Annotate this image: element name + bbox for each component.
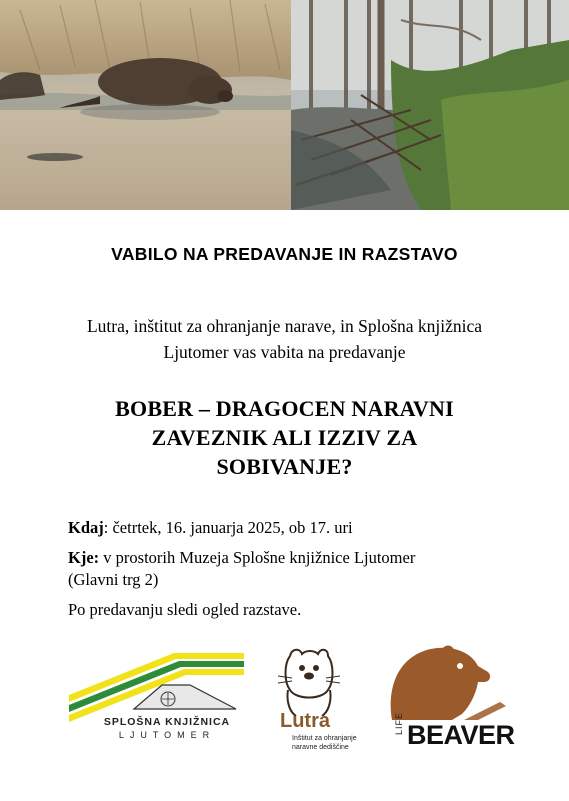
library-town: LJUTOMER <box>118 730 216 740</box>
invitation-heading: VABILO NA PREDAVANJE IN RAZSTAVO <box>111 244 458 264</box>
title-line-2: ZAVEZNIK ALI IZZIV ZA <box>151 425 418 450</box>
beaver-photo-image <box>0 0 291 210</box>
when-row <box>68 517 528 539</box>
otter-icon <box>262 646 352 716</box>
where-row <box>68 547 528 591</box>
intro-line-1: Lutra, inštitut za ohranjanje narave, in Splošna knjižnica <box>86 316 483 336</box>
event-details <box>68 517 528 629</box>
lutra-subtitle-line-2: naravne dediščine <box>292 744 349 751</box>
title-line-3: SOBIVANJE? <box>216 454 353 479</box>
beaver-icon <box>382 642 507 722</box>
beaver-wordmark: BEAVER <box>407 720 515 750</box>
when-label: Kdaj <box>68 518 104 537</box>
lutra-logo <box>262 646 357 758</box>
where-address: (Glavni trg 2) <box>68 570 159 589</box>
when-value: : četrtek, 16. januarja 2025, ob 17. uri <box>103 518 353 537</box>
intro-text <box>30 313 539 365</box>
intro-line-2: Ljutomer vas vabita na predavanje <box>163 342 406 362</box>
exhibition-note: Po predavanju sledi ogled razstave. <box>68 600 302 619</box>
header-photos <box>0 0 569 210</box>
title-line-1: BOBER – DRAGOCEN NARAVNI <box>115 396 454 421</box>
library-name: SPLOŠNA KNJIŽNICA <box>103 716 231 728</box>
lecture-title <box>40 394 529 481</box>
life-beaver-logo <box>382 642 515 754</box>
where-value: v prostorih Muzeja Splošne knjižnice Ljutomer <box>99 548 416 567</box>
life-label: LIFE <box>394 711 404 735</box>
forest-photo <box>291 0 569 210</box>
partner-logos <box>0 640 569 760</box>
library-logo <box>64 645 244 745</box>
lutra-subtitle <box>292 734 362 752</box>
forest-photo-image <box>291 0 569 210</box>
beaver-photo <box>0 0 291 210</box>
lutra-wordmark: Lutra <box>280 710 330 732</box>
lutra-subtitle-line-1: Inštitut za ohranjanje <box>292 735 357 742</box>
where-label: Kje: <box>68 548 100 567</box>
